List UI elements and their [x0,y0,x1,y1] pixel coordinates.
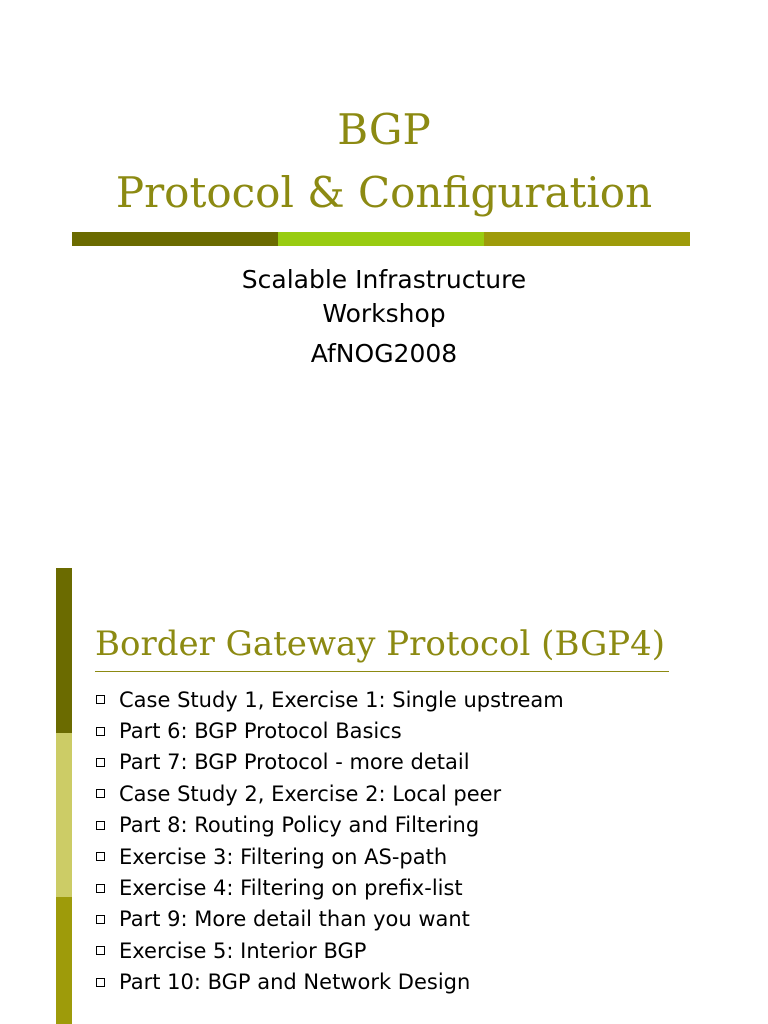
list-item [96,715,696,746]
title-divider-bar [72,232,690,246]
list-item [96,935,696,966]
list-item-text: Exercise 3: Filtering on AS-path [119,844,448,869]
list-item [96,747,696,778]
list-item-text: Part 7: BGP Protocol - more detail [119,750,470,775]
hollow-square-bullet-icon [96,884,105,893]
list-item [96,684,696,715]
list-item [96,810,696,841]
hollow-square-bullet-icon [96,915,105,924]
subtitle-line-2: Workshop [322,299,446,328]
list-item [96,778,696,809]
subtitle-line-3: AfNOG2008 [310,339,458,368]
agenda-slide [0,568,768,1024]
hollow-square-bullet-icon [96,695,105,704]
subtitle-line-1: Scalable Infrastructure [241,265,527,294]
list-item-text: Part 9: More detail than you want [119,907,470,932]
list-item-text: Exercise 5: Interior BGP [119,938,367,963]
list-item [96,904,696,935]
hollow-square-bullet-icon [96,978,105,987]
divider-segment-bright [278,232,484,246]
list-item-text: Exercise 4: Filtering on prefix-list [119,876,463,901]
list-item [96,967,696,998]
hollow-square-bullet-icon [96,821,105,830]
side-bar-segment-dark [56,568,72,733]
list-item [96,841,696,872]
agenda-slide-title: Border Gateway Protocol (BGP4) [95,624,665,664]
agenda-list [96,684,696,998]
hollow-square-bullet-icon [96,789,105,798]
slide-title-line-1: BGP [337,105,431,154]
divider-segment-dark [72,232,278,246]
hollow-square-bullet-icon [96,852,105,861]
hollow-square-bullet-icon [96,758,105,767]
hollow-square-bullet-icon [96,946,105,955]
divider-segment-olive [484,232,690,246]
side-bar-segment-light [56,733,72,897]
list-item-text: Part 10: BGP and Network Design [119,970,471,995]
slide-side-bar [56,568,72,1024]
list-item [96,872,696,903]
title-underline-rule [95,671,669,672]
list-item-text: Case Study 1, Exercise 1: Single upstream [119,687,564,712]
list-item-text: Part 6: BGP Protocol Basics [119,719,402,744]
side-bar-segment-olive [56,897,72,1024]
hollow-square-bullet-icon [96,727,105,736]
list-item-text: Part 8: Routing Policy and Filtering [119,813,480,838]
list-item-text: Case Study 2, Exercise 2: Local peer [119,781,502,806]
slide-title-line-2: Protocol & Configuration [115,168,653,217]
